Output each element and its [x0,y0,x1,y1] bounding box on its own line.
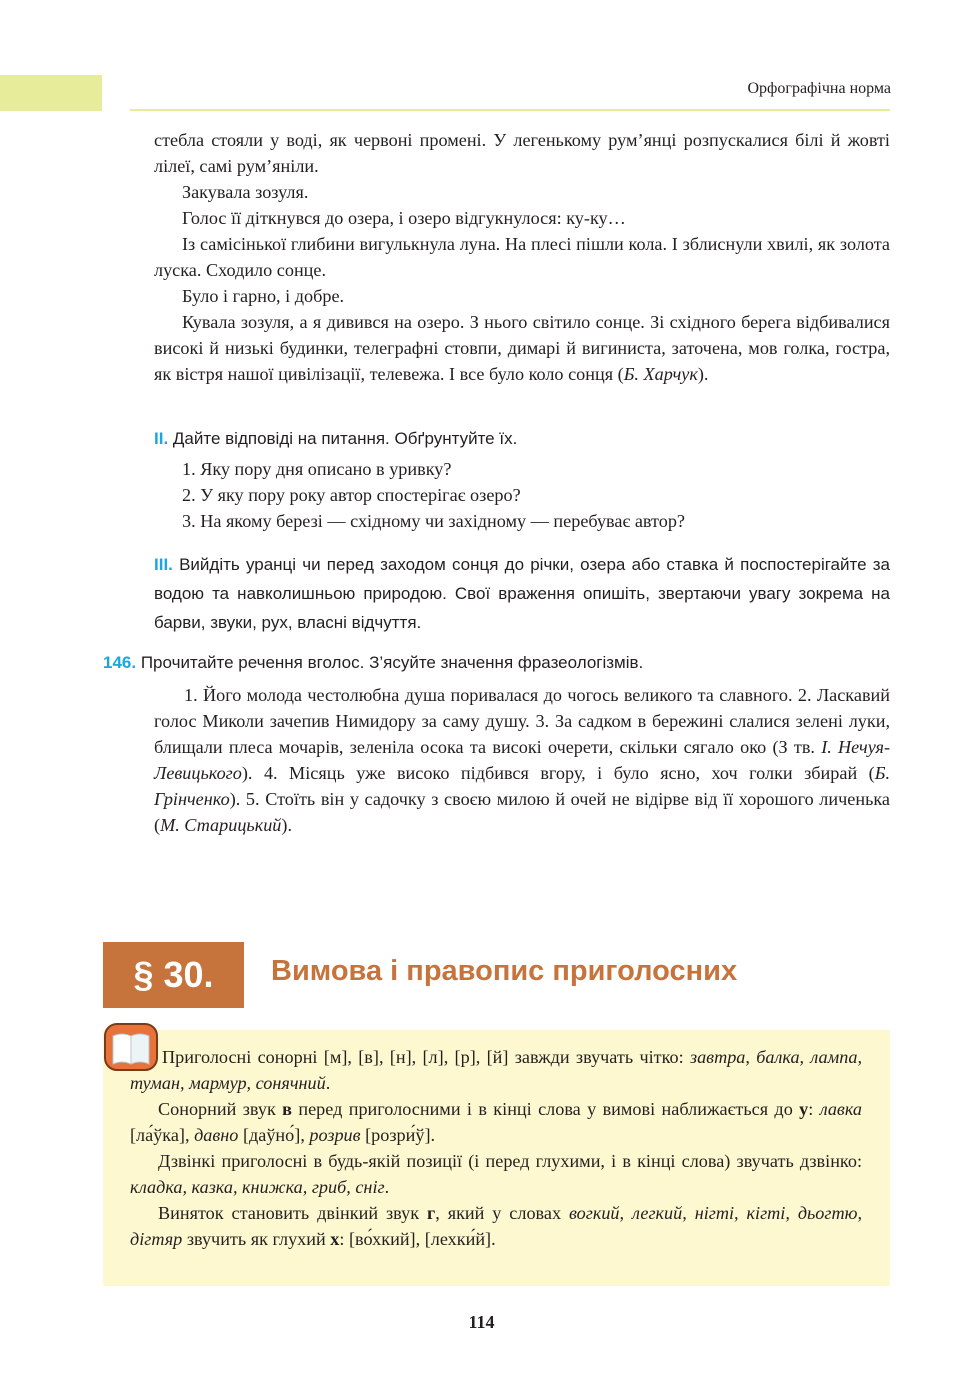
exercise-instruction: Прочитайте речення вголос. З’ясуйте значення фразеологізмів. [140,653,644,672]
question-item: 1. Яку пору дня описано в уривку? [182,459,452,479]
section-number-badge: § 30. [103,942,244,1008]
passage-paragraph: Голос її діткнувся до озера, і озеро відгукнулося: ку-ку… [182,208,626,228]
task-3 [154,550,890,637]
question-list [182,456,890,534]
example-words: завтра, балка, лампа, туман, мармур, сонячний [130,1047,862,1093]
passage-paragraph: Було і гарно, і добре. [182,286,345,306]
author-name: Б. Грінченко [154,763,890,809]
header-color-tab [0,75,102,111]
passage-paragraph: Кувала зозуля, а я дивився на озеро. З нього світило сонце. Зі східного берега відбивалися високі й низькі будинки, телеграфні стовпи, димарі й вигиниста, заточена, мов голка, гостра, як вістря нашої цивілізації, телевежа. І все було коло сонця (Б. Харчук). [154,312,890,384]
running-head: Орфографічна норма [747,80,891,97]
author-name: М. Старицький [160,815,282,835]
exercise-146-text: 1. Його молода честолюбна душа поривалася до чогось великого та славного. 2. Ласкавий голос Миколи зачепив Нимидору за саму душу. 3. За садком в бережині слалися зелені луки, блищали плеса мочарів, зеленіла осока та високі очерети, скільки сягало око (З тв. І. Нечуя-Левицького). 4. Місяць уже високо підбився вгору, і було ясно, хоч голки збирай (Б. Грінченко). 5. Стоїть він у садочку з своєю милою й очей не відірве від її хорошого личенька (М. Старицький). [154,685,890,835]
passage [154,127,890,387]
question-item: 3. На якому березі — східному чи західному — перебуває автор? [182,511,685,531]
task-number: II. [154,429,169,448]
page-number: 114 [468,1312,495,1332]
passage-paragraph: Із самісінької глибини вигулькнула луна. На плесі пішли кола. І зблиснули хвилі, як золота луска. Сходило сонце. [154,234,890,280]
example-words: кладка, казка, книжка, гриб, сніг [130,1177,385,1197]
task-instruction: Дайте відповіді на питання. Обґрунтуйте їх. [172,429,518,448]
passage-paragraph: стебла стояли у воді, як червоні промені. У легенькому рум’янці розпускалися білі й жовті лілеї, самі рум’яніли. [154,130,890,176]
passage-paragraph: Закувала зозуля. [182,182,309,202]
header-rule [130,109,890,111]
exercise-146-header [103,650,890,676]
task-number: III. [154,555,173,574]
question-item: 2. У яку пору року автор спостерігає озеро? [182,485,521,505]
author-name: І. Нечуя-Левицького [154,737,890,783]
task-2 [154,426,890,452]
example-words: вогкий, легкий, нігті, кігті, дьогтю, дігтяр [130,1203,862,1249]
exercise-number: 146. [103,653,137,672]
rule-text: Приголосні сонорні [м], [в], [н], [л], [р], [й] завжди звучать чітко: завтра, балка, лампа, туман, мармур, сонячний. Сонорний звук в перед приголосними і в кінці слова у вимові наближається до у: лавка [ла́ўка], давно [даўно́], розрив [розри́ў]. Дзвінкі приголосні в будь-якій позиції (і перед глухими, і в кінці слова) звучать дзвінко: кладка, казка, книжка, гриб, сніг. Виняток становить двінкий звук г, який у словах вогкий, легкий, нігті, кігті, дьогтю, дігтяр звучить як глухий х: [во́хкий], [лехки́й]. [130,1047,862,1249]
section-title: Вимова і правопис приголосних [271,955,738,987]
task-instruction: Вийдіть уранці чи перед заходом сонця до річки, озера або ставка й поспостерігайте за водою та навколишньою природою. Свої враження опишіть, звертаючи увагу зокрема на барви, звуки, рух, власні відчуття. [154,555,890,632]
author-name: Б. Харчук [623,364,698,384]
